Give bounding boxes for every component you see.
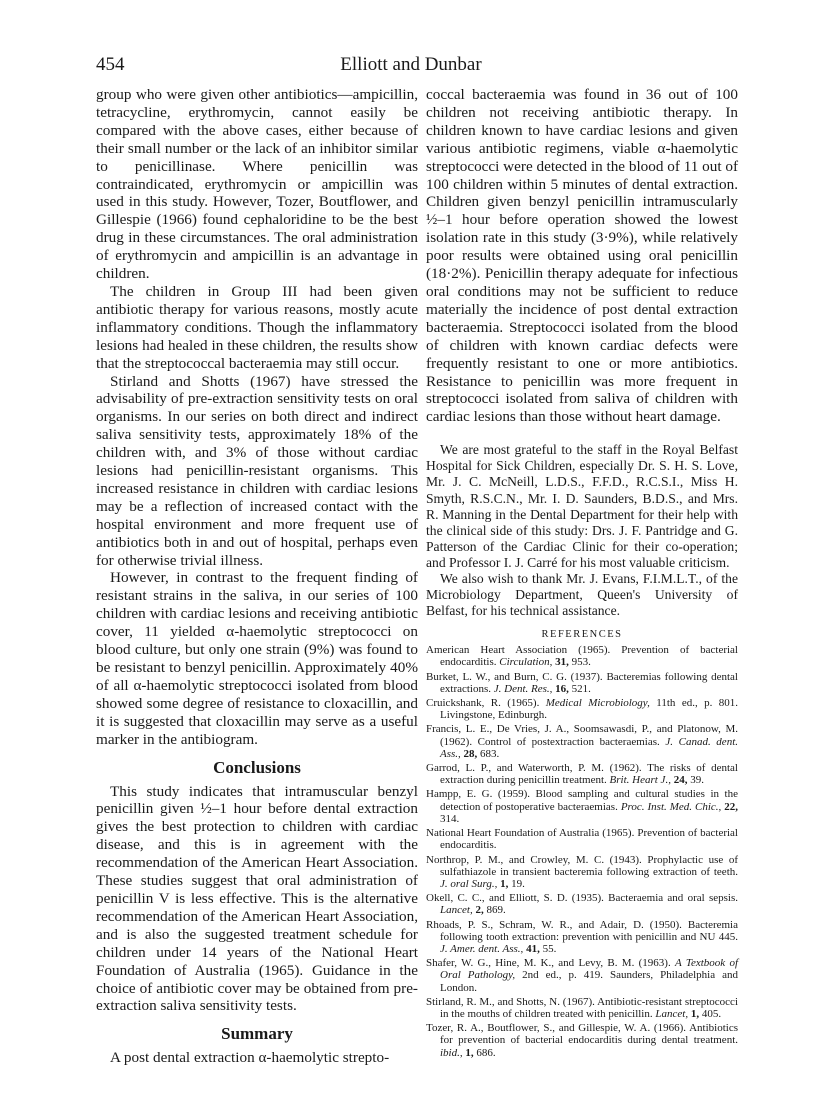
reference-item bbox=[426, 671, 738, 695]
reference-item bbox=[426, 892, 738, 916]
reference-pages: 39. bbox=[690, 774, 704, 787]
reference-volume: 31, bbox=[555, 656, 569, 669]
summary-paragraph-start: A post dental extraction α-haemolytic strepto- bbox=[110, 1049, 390, 1067]
reference-item bbox=[426, 723, 738, 760]
reference-pages: 11th ed., p. 801. Livingstone, Edinburgh. bbox=[440, 697, 739, 722]
reference-text: American Heart Association (1965). Prevention of bacterial endocarditis. bbox=[426, 644, 738, 669]
reference-journal: Circulation, bbox=[499, 656, 553, 669]
reference-text: Tozer, R. A., Boutflower, S., and Gillespie, W. A. (1966). Antibiotics for prevention of bacterial endocarditis during dental treatment. bbox=[426, 1022, 738, 1047]
reference-text: Francis, L. E., De Vries, J. A., Soomsawasdi, P., and Platonow, M. (1962). Control of postextraction bacteraemias. bbox=[426, 723, 738, 748]
reference-list bbox=[426, 644, 738, 1059]
reference-item bbox=[426, 788, 738, 825]
reference-item bbox=[426, 957, 738, 994]
reference-text: Burket, L. W., and Burn, C. G. (1937). Bacteremias following dental extractions. bbox=[426, 670, 738, 695]
reference-journal: Lancet, bbox=[440, 904, 473, 917]
reference-journal: Medical Microbiology, bbox=[545, 697, 650, 710]
reference-item bbox=[426, 919, 738, 956]
running-title: Elliott and Dunbar bbox=[340, 54, 482, 75]
body-paragraph: Stirland and Shotts (1967) have stressed the advisability of pre-extraction sensitivity tests on oral organisms. In our series on both direct and indirect saliva sensitivity tests, approximately 18% of the children with, and 3% of those without cardiac lesions had penicillin-resistant organisms. This increased resistance in children with cardiac lesions may be a reflection of increased contact with the hospital environment and more frequent use of antibiotics both in and out of hospital, perhaps even for otherwise trivial illness. bbox=[96, 372, 418, 569]
reference-pages: 2nd ed., p. 419. Saunders, Philadelphia and London. bbox=[440, 969, 738, 994]
reference-journal: Proc. Inst. Med. Chic., bbox=[620, 800, 722, 813]
right-column bbox=[426, 86, 738, 1061]
reference-volume: 16, bbox=[555, 682, 569, 695]
reference-pages: 953. bbox=[571, 656, 591, 669]
reference-item bbox=[426, 697, 738, 721]
reference-volume: 1, bbox=[690, 1007, 700, 1020]
reference-pages: 521. bbox=[571, 682, 591, 695]
summary-heading: Summary bbox=[221, 1024, 293, 1044]
reference-text: Rhoads, P. S., Schram, W. R., and Adair, D. (1950). Bacteremia following tooth extraction: prevention with penicillin and NU 445. bbox=[426, 918, 738, 943]
reference-volume: 28, bbox=[463, 747, 478, 760]
reference-pages: 686. bbox=[476, 1046, 496, 1059]
references-heading: REFERENCES bbox=[541, 629, 623, 641]
reference-journal: Brit. Heart J., bbox=[609, 774, 671, 787]
reference-pages: 683. bbox=[480, 747, 500, 760]
reference-text: Okell, C. C., and Elliott, S. D. (1935). Bacteraemia and oral sepsis. bbox=[426, 892, 738, 905]
reference-volume: 22, bbox=[724, 800, 739, 813]
reference-item bbox=[426, 644, 738, 668]
reference-volume: 41, bbox=[526, 942, 540, 955]
reference-journal: Lancet, bbox=[655, 1007, 689, 1020]
page-number: 454 bbox=[96, 54, 125, 75]
reference-journal: J. Amer. dent. Ass., bbox=[440, 942, 524, 955]
page-header bbox=[96, 54, 726, 82]
reference-item bbox=[426, 827, 738, 851]
reference-item bbox=[426, 996, 738, 1020]
reference-text: Northrop, P. M., and Crowley, M. C. (1943). Prophylactic use of sulfathiazole in transient bacteremia following extraction of teeth. bbox=[426, 853, 738, 878]
reference-text: Garrod, L. P., and Waterworth, P. M. (1962). The risks of dental extraction during penicillin treatment. bbox=[426, 762, 738, 787]
reference-text: Stirland, R. M., and Shotts, N. (1967). Antibiotic-resistant streptococci in the mouths of children treated with penicillin. bbox=[426, 995, 738, 1020]
conclusions-heading: Conclusions bbox=[213, 757, 301, 777]
reference-volume: 24, bbox=[673, 774, 688, 787]
reference-text: Cruickshank, R. (1965). bbox=[426, 697, 540, 710]
reference-pages: 19. bbox=[511, 877, 525, 890]
reference-journal: J. oral Surg., bbox=[440, 877, 498, 890]
reference-text: Shafer, W. G., Hine, M. K., and Levy, B. M. (1963). bbox=[426, 957, 671, 970]
reference-pages: 405. bbox=[701, 1007, 722, 1020]
acknowledgement-paragraph: We are most grateful to the staff in the Royal Belfast Hospital for Sick Children, especially Dr. S. H. S. Love, Mr. J. C. McNeill, L.D.S., F.F.D., R.C.S.I., Miss H. Smyth, R.S.C.N., Mr. I. D. Saunders, B.D.S., and Mrs. R. Manning in the Dental Department for their help with the clinical side of this study: Drs. J. F. Pantridge and G. Patterson of the Cardiac Clinic for their co-operation; and Professor I. J. Carré for his most valuable criticism. bbox=[426, 442, 738, 570]
reference-pages: 55. bbox=[542, 942, 557, 955]
reference-item bbox=[426, 854, 738, 891]
reference-text: National Heart Foundation of Australia (1965). Prevention of bacterial endocarditis. bbox=[426, 827, 738, 852]
body-paragraph: However, in contrast to the frequent finding of resistant strains in the saliva, in our series of 100 children with cardiac lesions and receiving antibiotic cover, 11 yielded α-haemolytic streptococci on blood culture, but only one strain (9%) was found to be resistant to benzyl penicillin. Approximately 40% of all α-haemolytic streptococci isolated from blood showed some degree of resistance to cloxacillin, and it is suggested that cloxacillin may serve as a useful marker in the antibiogram. bbox=[96, 569, 418, 748]
reference-volume: 2, bbox=[475, 904, 484, 917]
acknowledgement-paragraph: We also wish to thank Mr. J. Evans, F.I.M.L.T., of the Microbiology Department, Queen's University of Belfast, for his technical assistance. bbox=[426, 570, 738, 619]
reference-journal: J. Canad. dent. Ass., bbox=[440, 735, 738, 760]
reference-journal: J. Dent. Res., bbox=[493, 682, 553, 695]
reference-journal: ibid., bbox=[440, 1046, 463, 1059]
summary-paragraph-continued: coccal bacteraemia was found in 36 out of 100 children not receiving antibiotic therapy. In children known to have cardiac lesions and given various antibiotic regimens, viable α-haemolytic streptococci were detected in the blood of 11 out of 100 children within 5 minutes of dental extraction. Children given benzyl penicillin intramuscularly ½–1 hour before operation showed the lowest isolation rate in this study (3·9%), while relatively poor results were obtained using oral penicillin (18·2%). Penicillin therapy adequate for infectious oral conditions may not be sufficient to reduce materially the incidence of post dental extraction bacteraemia. Streptococci isolated from the blood of children with known cardiac defects were frequently resistant to one or more antibiotics. Resistance to penicillin was more frequent in streptococci isolated from saliva of children with cardiac lesions than those without heart damage. bbox=[426, 86, 738, 426]
body-paragraph: group who were given other antibiotics—ampicillin, tetracycline, erythromycin, cannot easily be compared with the above cases, either because of their small number or the lack of an inhibitor similar to penicillinase. Where penicillin was contraindicated, erythromycin or ampicillin was used in this study. However, Tozer, Boutflower, and Gillespie (1966) found cephaloridine to be the best drug in these circumstances. The oral administration of erythromycin and ampicillin is an advantage in children. bbox=[96, 86, 418, 283]
conclusions-paragraph: This study indicates that intramuscular benzyl penicillin given ½–1 hour before dental extraction gives the best protection to children with cardiac disease, and this is in agreement with the recommendation of the American Heart Association. These studies suggest that oral administration of penicillin V is less effective. This is the alternative recommendation of the American Heart Association, and is also the suggested treatment schedule for children under 14 years of the National Heart Foundation of Australia (1965). Guidance in the choice of antibiotic cover may be obtained from pre-extraction saliva sensitivity tests. bbox=[96, 782, 418, 1015]
left-column bbox=[96, 86, 418, 1067]
reference-volume: 1, bbox=[465, 1046, 474, 1059]
reference-item bbox=[426, 762, 738, 786]
reference-text: Hampp, E. G. (1959). Blood sampling and cultural studies in the detection of postoperative bacteraemias. bbox=[426, 788, 738, 813]
reference-volume: 1, bbox=[500, 877, 509, 890]
reference-pages: 314. bbox=[440, 812, 460, 825]
reference-item bbox=[426, 1022, 738, 1059]
reference-pages: 869. bbox=[486, 904, 506, 917]
body-paragraph: The children in Group III had been given antibiotic therapy for various reasons, mostly acute inflammatory conditions. Though the inflammatory lesions had healed in these children, the results show that the streptococcal bacteraemia may still occur. bbox=[96, 282, 418, 372]
reference-journal: A Textbook of Oral Pathology, bbox=[440, 957, 739, 982]
